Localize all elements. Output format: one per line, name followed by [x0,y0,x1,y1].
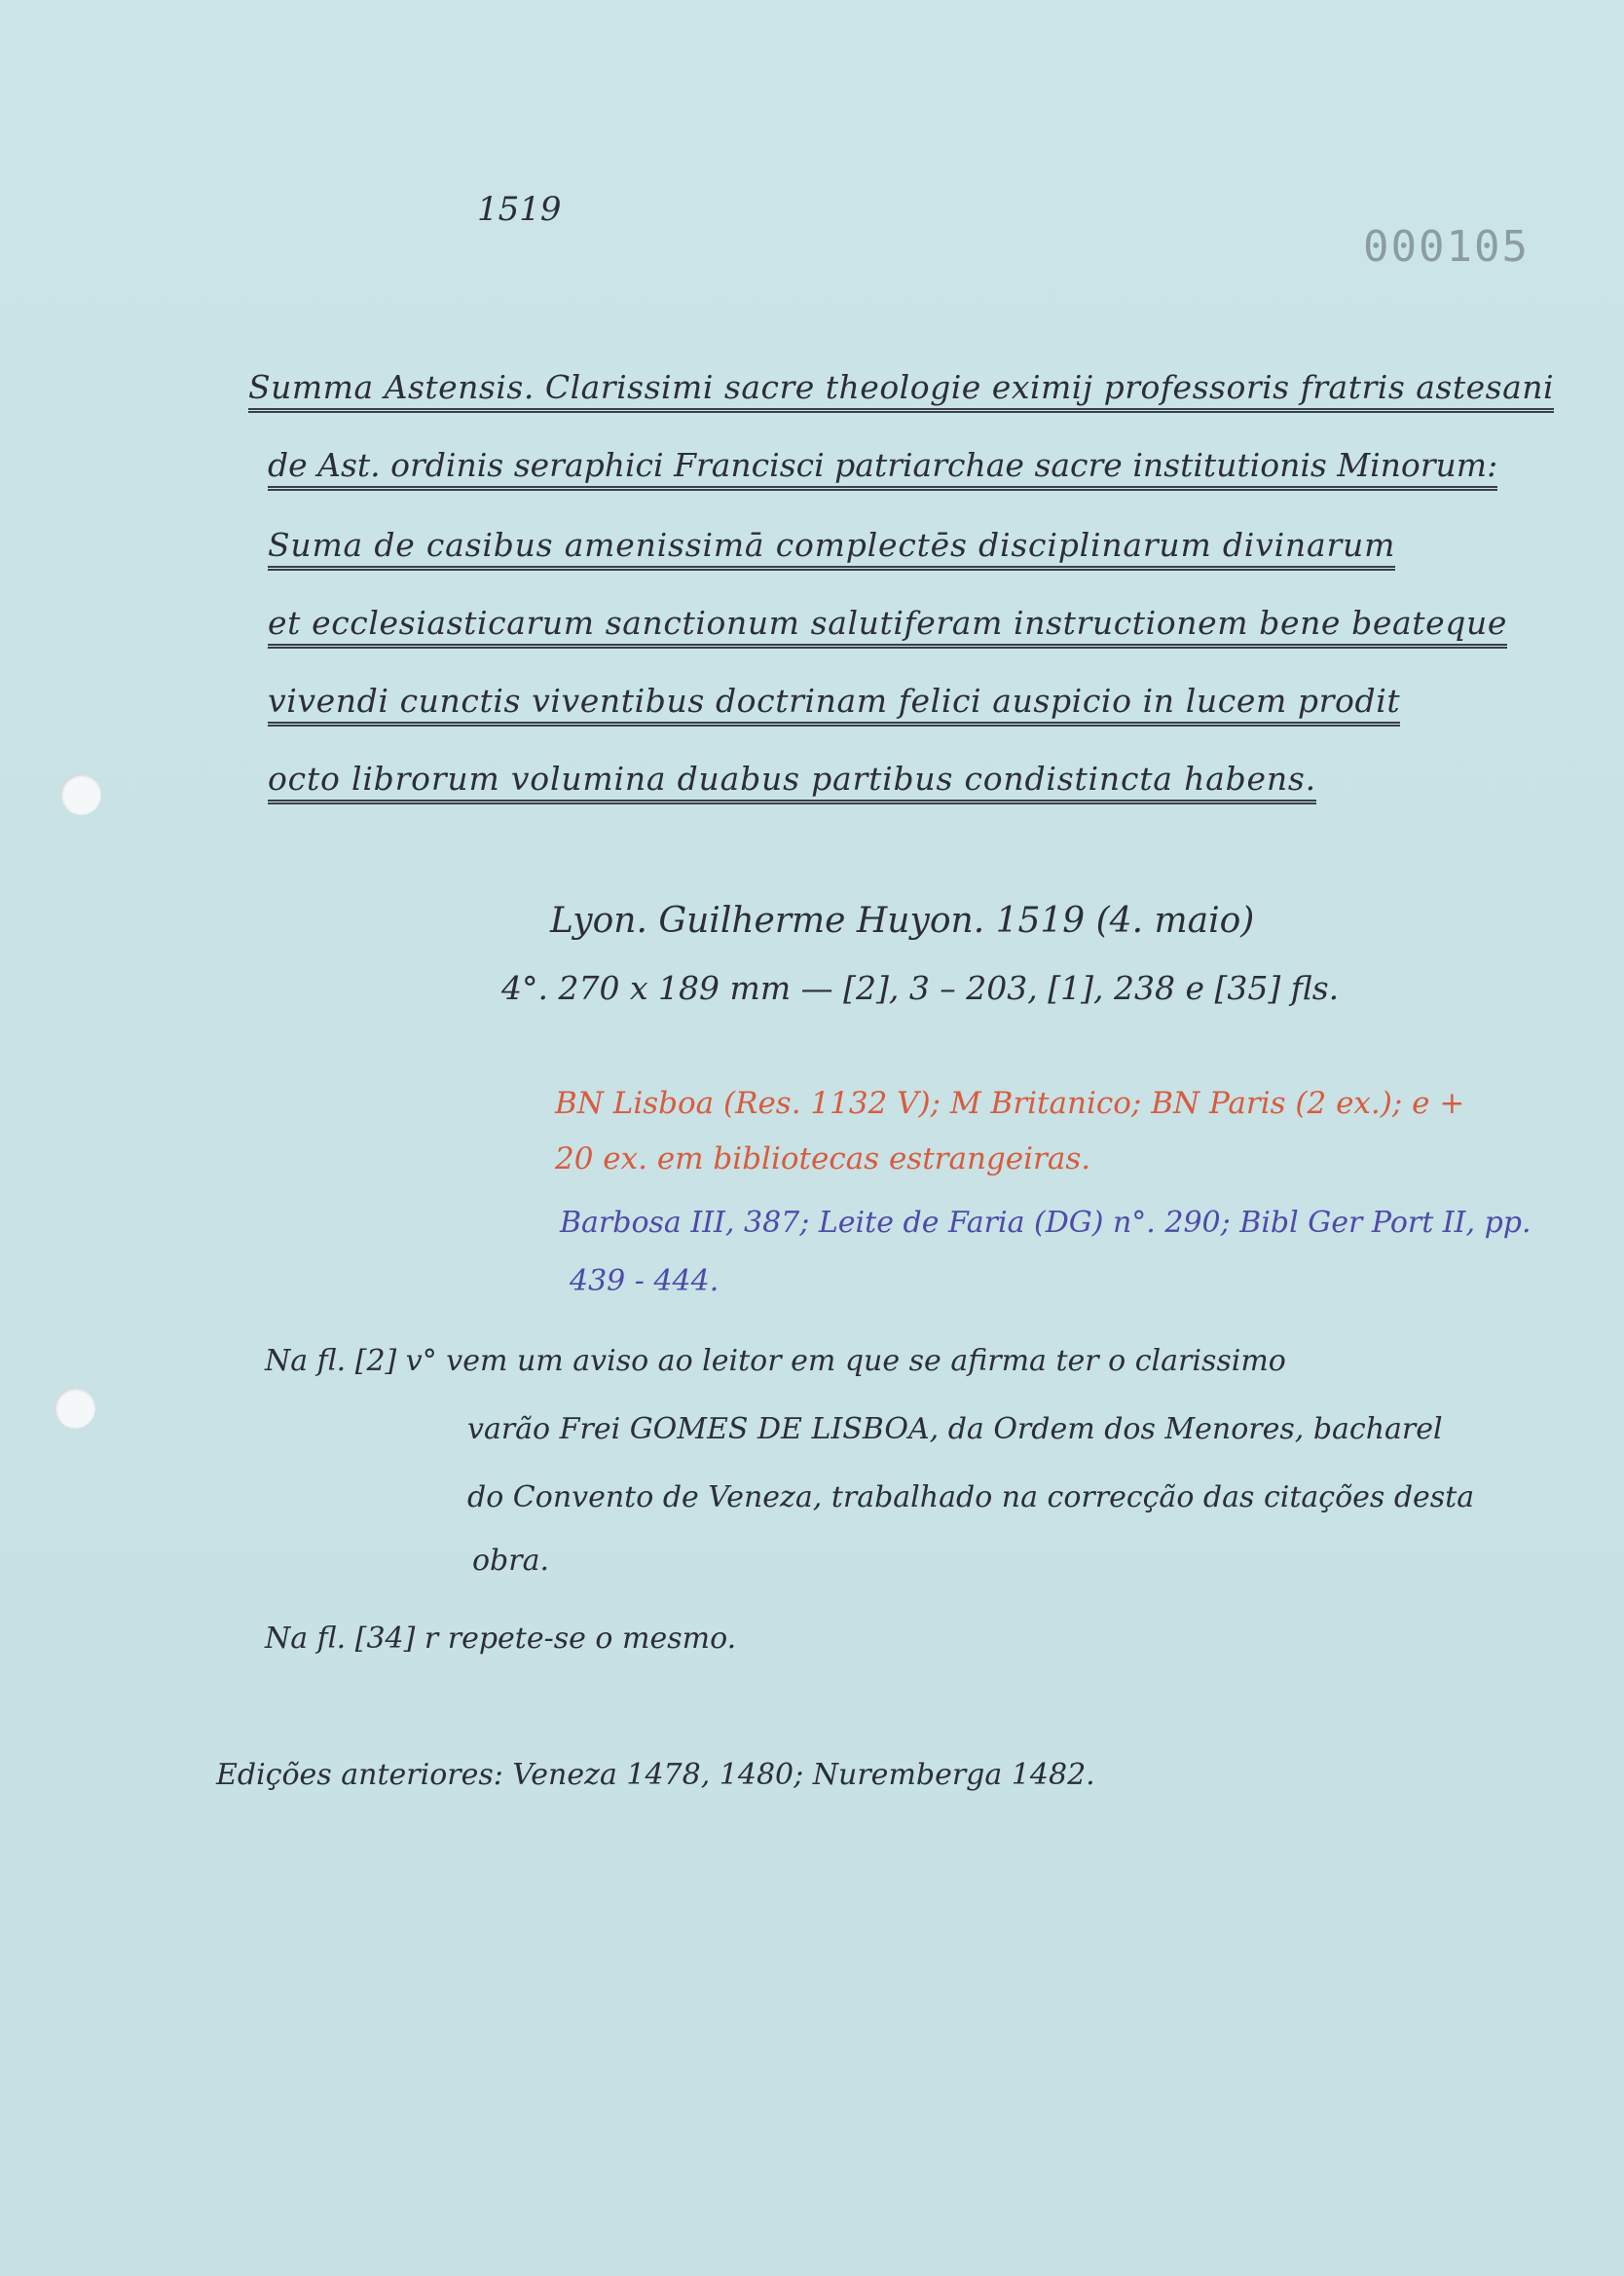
note-line-3: do Convento de Veneza, trabalhado na correcção das citações desta [467,1480,1475,1514]
title-line-1: Summa Astensis. Clarissimi sacre theologie eximij professoris fratris astesani [248,368,1554,413]
accession-number-stamp: 000105 [1363,222,1530,272]
note-line-1: Na fl. [2] v° vem um aviso ao leitor em que se afirma ter o clarissimo [265,1344,1286,1378]
note-line-2: varão Frei GOMES DE LISBOA, da Ordem dos Menores, bacharel [467,1412,1443,1446]
title-line-5: vivendi cunctis viventibus doctrinam felici auspicio in lucem prodit [268,682,1400,727]
collation-line: 4°. 270 x 189 mm — [2], 3 – 203, [1], 238 e [35] fls. [501,969,1340,1007]
title-line-4: et ecclesiasticarum sanctionum salutiferam instructionem bene beateque [268,604,1507,649]
imprint-line: Lyon. Guilherme Huyon. 1519 (4. maio) [550,901,1255,941]
note-repeat-line: Na fl. [34] r repete-se o mesmo. [265,1622,737,1656]
title-line-6: octo librorum volumina duabus partibus condistincta habens. [268,760,1316,804]
locations-line-2: 20 ex. em bibliotecas estrangeiras. [555,1141,1091,1176]
references-line-2: 439 - 444. [570,1264,720,1298]
punch-hole-bottom [55,1388,95,1429]
title-line-2: de Ast. ordinis seraphici Francisci patriarchae sacre institutionis Minorum: [268,446,1497,491]
punch-hole-top [60,774,101,815]
locations-line-1: BN Lisboa (Res. 1132 V); M Britanico; BN Paris (2 ex.); e + [555,1086,1465,1121]
year-heading: 1519 [477,190,562,229]
references-line-1: Barbosa III, 387; Leite de Faria (DG) n°. 290; Bibl Ger Port II, pp. [560,1206,1532,1240]
title-line-3: Suma de casibus amenissimā complectēs disciplinarum divinarum [268,526,1395,571]
previous-editions-line: Edições anteriores: Veneza 1478, 1480; Nuremberga 1482. [216,1758,1095,1792]
note-line-4: obra. [472,1544,550,1578]
